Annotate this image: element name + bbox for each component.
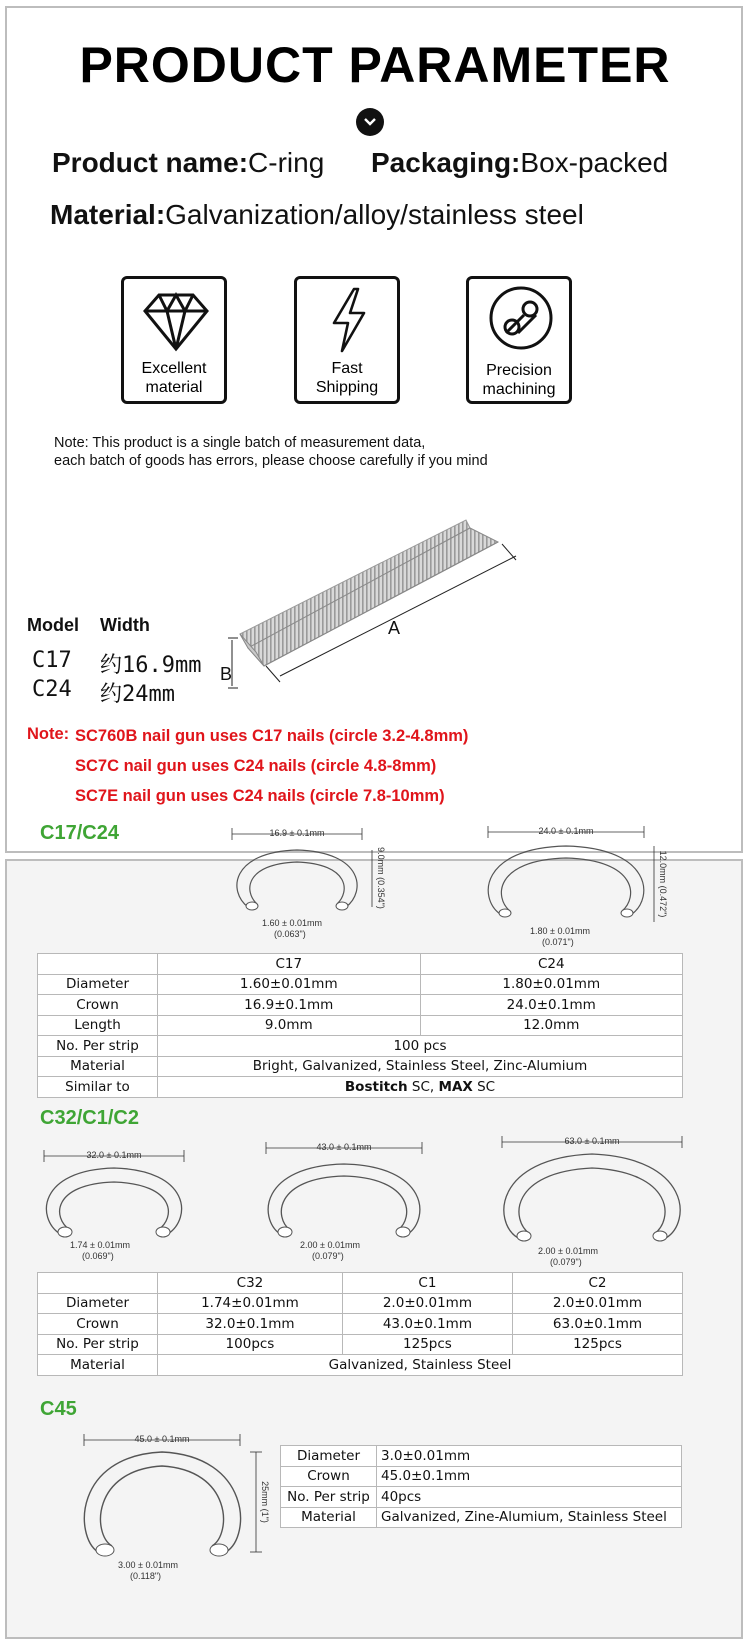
- feature-fast-shipping: [294, 276, 400, 404]
- svg-text:45.0 ± 0.1mm: 45.0 ± 0.1mm: [134, 1434, 190, 1444]
- table-cell: 2.0±0.01mm: [342, 1293, 512, 1314]
- table-cell: No. Per strip: [38, 1036, 158, 1057]
- table-cell: Diameter: [281, 1446, 377, 1467]
- table-header-row: [38, 954, 683, 975]
- table-cell: 1.74±0.01mm: [158, 1293, 343, 1314]
- svg-text:43.0 ± 0.1mm: 43.0 ± 0.1mm: [316, 1142, 372, 1152]
- svg-text:16.9 ± 0.1mm: 16.9 ± 0.1mm: [269, 828, 325, 838]
- feature-precision-machining: [466, 276, 572, 404]
- table-cell: 12.0mm: [420, 1015, 683, 1036]
- red-note-line: SC760B nail gun uses C17 nails (circle 3.2-4.8mm): [75, 727, 469, 745]
- table-cell: Similar to: [38, 1077, 158, 1098]
- width-header: Width: [100, 615, 150, 635]
- table-row: [281, 1446, 682, 1467]
- width-cell: 约16.9mm: [100, 653, 202, 678]
- model-header: Model: [27, 615, 79, 635]
- table-header: C32: [158, 1273, 343, 1294]
- table-cell: 1.60±0.01mm: [158, 974, 421, 995]
- feature-label: Excellent material: [141, 360, 207, 396]
- chevron-down-icon: [356, 108, 384, 136]
- table-row: [281, 1487, 682, 1508]
- svg-text:12.0mm (0.472"): 12.0mm (0.472"): [658, 850, 668, 918]
- table-cell: No. Per strip: [281, 1487, 377, 1508]
- table-cell: 1.80±0.01mm: [420, 974, 683, 995]
- staple-strip-image: [226, 516, 526, 706]
- red-note-label: Note:: [27, 725, 70, 743]
- svg-text:2.00 ± 0.01mm: 2.00 ± 0.01mm: [300, 1240, 360, 1250]
- table-row: [281, 1507, 682, 1528]
- svg-text:1.74 ± 0.01mm: 1.74 ± 0.01mm: [70, 1240, 130, 1250]
- svg-text:2.00 ± 0.01mm: 2.00 ± 0.01mm: [538, 1246, 598, 1256]
- table-cell: Material: [38, 1355, 158, 1376]
- packaging-line: Packaging:Box-packed: [371, 147, 669, 178]
- table-cell: 125pcs: [512, 1334, 682, 1355]
- svg-text:9.0mm (0.354"): 9.0mm (0.354"): [376, 847, 386, 909]
- table-cell: 100 pcs: [158, 1036, 683, 1057]
- table-cell: 32.0±0.1mm: [158, 1314, 343, 1335]
- table-row: [38, 995, 683, 1016]
- table-header: C1: [342, 1273, 512, 1294]
- feature-excellent-material: [121, 276, 227, 404]
- section-title-c32-c1-c2: C32/C1/C2: [40, 1107, 139, 1129]
- svg-text:32.0 ± 0.1mm: 32.0 ± 0.1mm: [86, 1150, 142, 1160]
- page-title: PRODUCT PARAMETER: [79, 37, 671, 93]
- svg-text:(0.063"): (0.063"): [274, 929, 306, 939]
- table-row: [281, 1466, 682, 1487]
- table-cell: Crown: [38, 1314, 158, 1335]
- svg-text:3.00 ± 0.01mm: 3.00 ± 0.01mm: [118, 1560, 178, 1570]
- svg-text:1.80 ± 0.01mm: 1.80 ± 0.01mm: [530, 926, 590, 936]
- table-cell: Material: [281, 1507, 377, 1528]
- feature-label: Precision machining: [482, 362, 556, 398]
- table-row: [38, 1334, 683, 1355]
- c45-ring-diagram: [70, 1428, 270, 1588]
- section-title-c45: C45: [40, 1398, 77, 1420]
- table-cell: 63.0±0.1mm: [512, 1314, 682, 1335]
- table-cell: Crown: [281, 1466, 377, 1487]
- table-cell: 9.0mm: [158, 1015, 421, 1036]
- svg-text:1.60 ± 0.01mm: 1.60 ± 0.01mm: [262, 918, 322, 928]
- section-title-c17-c24: C17/C24: [40, 822, 119, 844]
- table-row: [38, 1036, 683, 1057]
- c32-ring-diagram: [34, 1140, 204, 1265]
- width-cell: 约24mm: [100, 682, 175, 707]
- c17-c24-spec-table: [37, 953, 683, 1098]
- table-cell: 40pcs: [377, 1487, 682, 1508]
- table-cell: No. Per strip: [38, 1334, 158, 1355]
- table-cell: Bright, Galvanized, Stainless Steel, Zinc-Alumium: [158, 1056, 683, 1077]
- table-cell: Bostitch SC, MAX SC: [158, 1077, 683, 1098]
- table-row: [38, 1077, 683, 1098]
- c24-ring-diagram: [478, 822, 678, 952]
- table-cell: Galvanized, Stainless Steel: [158, 1355, 683, 1376]
- svg-text:(0.079"): (0.079"): [312, 1251, 344, 1261]
- table-cell: 45.0±0.1mm: [377, 1466, 682, 1487]
- table-row: [38, 1293, 683, 1314]
- c32-c1-c2-spec-table: [37, 1272, 683, 1376]
- table-cell: Crown: [38, 995, 158, 1016]
- table-cell: [38, 954, 158, 975]
- diamond-icon: [141, 285, 211, 355]
- red-note-line: SC7C nail gun uses C24 nails (circle 4.8-8mm): [75, 757, 437, 775]
- lightning-icon: [314, 285, 384, 355]
- table-row: [38, 1015, 683, 1036]
- table-cell: 24.0±0.1mm: [420, 995, 683, 1016]
- table-cell: 125pcs: [342, 1334, 512, 1355]
- svg-text:(0.079"): (0.079"): [550, 1257, 582, 1267]
- table-header-row: [38, 1273, 683, 1294]
- dimension-label-b: B: [220, 664, 233, 684]
- svg-text:63.0 ± 0.1mm: 63.0 ± 0.1mm: [564, 1136, 620, 1146]
- table-cell: Diameter: [38, 1293, 158, 1314]
- feature-label: Fast Shipping: [315, 360, 379, 396]
- table-cell: Material: [38, 1056, 158, 1077]
- table-row: [38, 1056, 683, 1077]
- table-row: [38, 1314, 683, 1335]
- c1-ring-diagram: [256, 1140, 436, 1265]
- c2-ring-diagram: [492, 1134, 692, 1269]
- table-cell: Diameter: [38, 974, 158, 995]
- svg-text:(0.118"): (0.118"): [130, 1571, 162, 1581]
- table-row: [38, 974, 683, 995]
- table-cell: 3.0±0.01mm: [377, 1446, 682, 1467]
- material-line: Material:Galvanization/alloy/stainless steel: [50, 199, 584, 230]
- table-header: C24: [420, 954, 683, 975]
- table-cell: Galvanized, Zine-Alumium, Stainless Steel: [377, 1507, 682, 1528]
- table-row: [38, 1355, 683, 1376]
- product-name-line: Product name:C-ring: [52, 147, 325, 178]
- table-cell: Length: [38, 1015, 158, 1036]
- table-cell: 43.0±0.1mm: [342, 1314, 512, 1335]
- red-note-line: SC7E nail gun uses C24 nails (circle 7.8-10mm): [75, 787, 445, 805]
- model-cell: C24: [32, 677, 72, 702]
- svg-text:(0.071"): (0.071"): [542, 937, 574, 947]
- wrench-icon: [486, 285, 556, 355]
- svg-text:25mm (1"): 25mm (1"): [260, 1481, 270, 1523]
- model-cell: C17: [32, 648, 72, 673]
- c17-ring-diagram: [220, 822, 400, 952]
- table-header: C2: [512, 1273, 682, 1294]
- c45-spec-table: [280, 1445, 682, 1528]
- table-cell: 2.0±0.01mm: [512, 1293, 682, 1314]
- svg-text:24.0 ± 0.1mm: 24.0 ± 0.1mm: [538, 826, 594, 836]
- table-cell: 16.9±0.1mm: [158, 995, 421, 1016]
- measurement-note: Note: This product is a single batch of measurement data, each batch of goods has errors, please choose carefully if you mind: [54, 435, 488, 469]
- table-cell: [38, 1273, 158, 1294]
- dimension-label-a: A: [388, 618, 401, 638]
- table-cell: 100pcs: [158, 1334, 343, 1355]
- table-header: C17: [158, 954, 421, 975]
- svg-text:(0.069"): (0.069"): [82, 1251, 114, 1261]
